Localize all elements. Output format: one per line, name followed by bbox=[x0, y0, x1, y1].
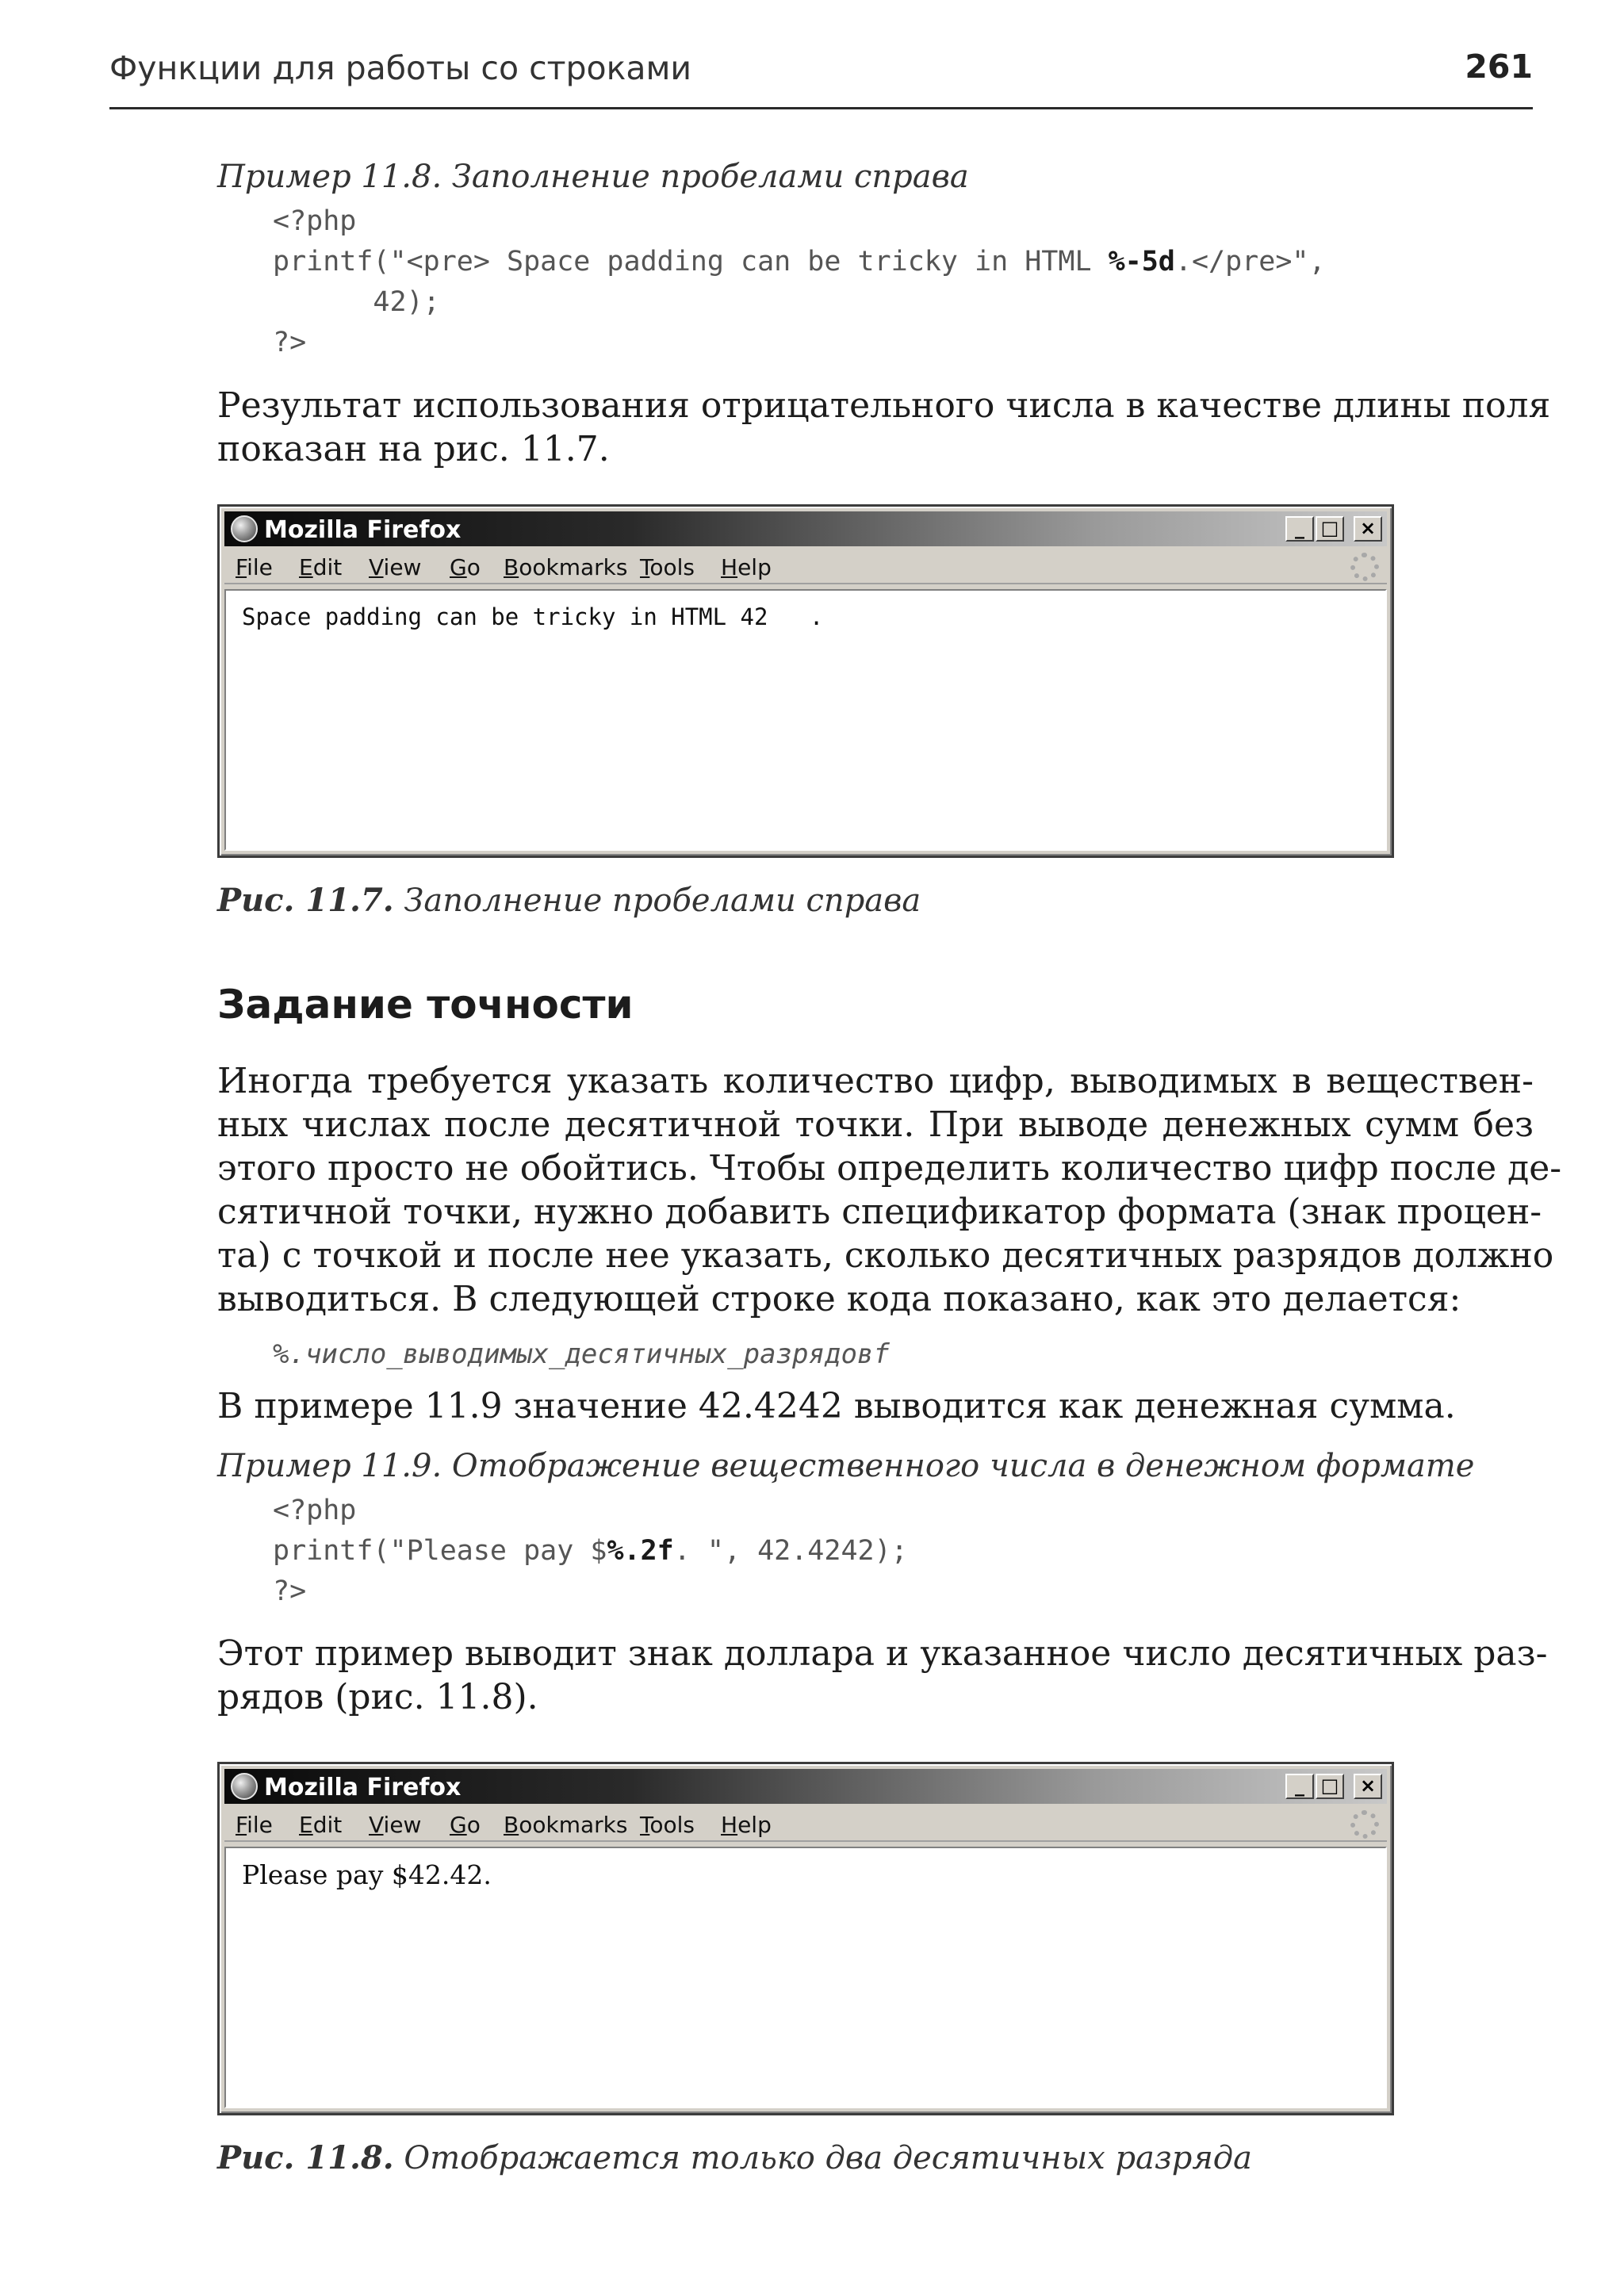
minimize-button[interactable]: _ bbox=[1285, 516, 1314, 542]
code-line: <?php bbox=[273, 205, 357, 237]
browser-window-fig-11-7 bbox=[217, 504, 1394, 858]
text-line: рядов (рис. 11.8). bbox=[217, 1677, 538, 1717]
throbber-icon bbox=[1350, 553, 1379, 581]
menu-file[interactable]: File bbox=[236, 1812, 273, 1838]
example-11-8 bbox=[217, 159, 1534, 363]
code-line: ?> bbox=[273, 1575, 307, 1607]
browser-window-fig-11-8 bbox=[217, 1762, 1394, 2115]
figure-number: Рис. 11.8. bbox=[217, 2139, 394, 2176]
firefox-icon bbox=[231, 1773, 258, 1800]
window-title: Mozilla Firefox bbox=[264, 516, 462, 544]
menu-view[interactable]: View bbox=[369, 1812, 422, 1838]
text-line: Результат использования отрицательного числа в качестве длины поля bbox=[217, 385, 1551, 426]
close-button[interactable]: × bbox=[1354, 516, 1382, 542]
title-bar bbox=[224, 1769, 1387, 1804]
menu-tools[interactable]: Tools bbox=[640, 554, 695, 580]
syntax-line: %.число_выводимых_десятичных_разрядовf bbox=[273, 1338, 890, 1370]
title-bar bbox=[224, 511, 1387, 546]
figure-caption bbox=[217, 882, 1534, 919]
menu-bookmarks[interactable]: Bookmarks bbox=[504, 1812, 628, 1838]
menu-bar bbox=[224, 549, 1387, 584]
text-line: ных числах после десятичной точки. При выводе денежных сумм без bbox=[217, 1104, 1534, 1145]
menu-help[interactable]: Help bbox=[721, 554, 772, 580]
running-title: Функции для работы со строками bbox=[109, 49, 692, 87]
example-11-9 bbox=[217, 1448, 1534, 1612]
example-caption: Пример 11.9. Отображение вещественного числа в денежном формате bbox=[217, 1448, 1475, 1484]
menu-bar bbox=[224, 1807, 1387, 1842]
menu-bookmarks[interactable]: Bookmarks bbox=[504, 554, 628, 580]
code-line: <?php bbox=[273, 1495, 357, 1526]
text-line: Иногда требуется указать количество цифр, выводимых в веществен- bbox=[217, 1061, 1534, 1101]
menu-tools[interactable]: Tools bbox=[640, 1812, 695, 1838]
page-output-text: Space padding can be tricky in HTML 42 . bbox=[242, 603, 824, 630]
code-line: ?> bbox=[273, 327, 307, 358]
page-content bbox=[224, 589, 1387, 851]
format-specifier: %-5d bbox=[1108, 246, 1175, 278]
code-listing bbox=[273, 1491, 1534, 1612]
firefox-icon bbox=[231, 515, 258, 542]
paragraph bbox=[217, 1384, 1534, 1428]
text-line: В примере 11.9 значение 42.4242 выводится как денежная сумма. bbox=[217, 1386, 1456, 1426]
page-number: 261 bbox=[1465, 48, 1533, 86]
menu-view[interactable]: View bbox=[369, 554, 422, 580]
figure-caption-text: Заполнение пробелами справа bbox=[393, 882, 921, 919]
page-output-text: Please pay $42.42. bbox=[242, 1859, 492, 1890]
example-caption: Пример 11.8. Заполнение пробелами справа bbox=[217, 159, 969, 195]
throbber-icon bbox=[1350, 1810, 1379, 1839]
code-line: printf("<pre> Space padding can be tricky in HTML %-5d.</pre>", bbox=[273, 246, 1326, 278]
text-line: выводиться. В следующей строке кода показано, как это делается: bbox=[217, 1279, 1461, 1319]
section-heading: Задание точности bbox=[217, 982, 634, 1028]
close-button[interactable]: × bbox=[1354, 1774, 1382, 1799]
code-line: printf("Please pay $%.2f. ", 42.4242); bbox=[273, 1535, 908, 1567]
menu-go[interactable]: Go bbox=[450, 554, 481, 580]
running-header bbox=[109, 46, 1533, 109]
code-line: 42); bbox=[273, 286, 440, 318]
maximize-button[interactable]: □ bbox=[1316, 516, 1344, 542]
format-specifier: %.2f bbox=[607, 1535, 674, 1567]
figure-caption bbox=[217, 2139, 1534, 2176]
figure-number: Рис. 11.7. bbox=[217, 882, 394, 919]
page-content bbox=[224, 1847, 1387, 2108]
menu-go[interactable]: Go bbox=[450, 1812, 481, 1838]
text-line: Этот пример выводит знак доллара и указанное число десятичных раз- bbox=[217, 1633, 1548, 1674]
code-listing bbox=[273, 201, 1534, 363]
menu-file[interactable]: File bbox=[236, 554, 273, 580]
menu-edit[interactable]: Edit bbox=[299, 554, 343, 580]
menu-edit[interactable]: Edit bbox=[299, 1812, 343, 1838]
window-title: Mozilla Firefox bbox=[264, 1774, 462, 1801]
text-line: та) с точкой и после нее указать, сколько десятичных разрядов должно bbox=[217, 1235, 1554, 1276]
paragraph bbox=[217, 384, 1551, 471]
minimize-button[interactable]: _ bbox=[1285, 1774, 1314, 1799]
text-line: этого просто не обойтись. Чтобы определить количество цифр после де- bbox=[217, 1148, 1562, 1189]
maximize-button[interactable]: □ bbox=[1316, 1774, 1344, 1799]
paragraph bbox=[217, 1632, 1548, 1719]
paragraph bbox=[217, 1059, 1562, 1321]
figure-caption-text: Отображается только два десятичных разряда bbox=[393, 2140, 1253, 2176]
text-line: сятичной точки, нужно добавить спецификатор формата (знак процен- bbox=[217, 1192, 1542, 1232]
menu-help[interactable]: Help bbox=[721, 1812, 772, 1838]
text-line: показан на рис. 11.7. bbox=[217, 429, 610, 469]
